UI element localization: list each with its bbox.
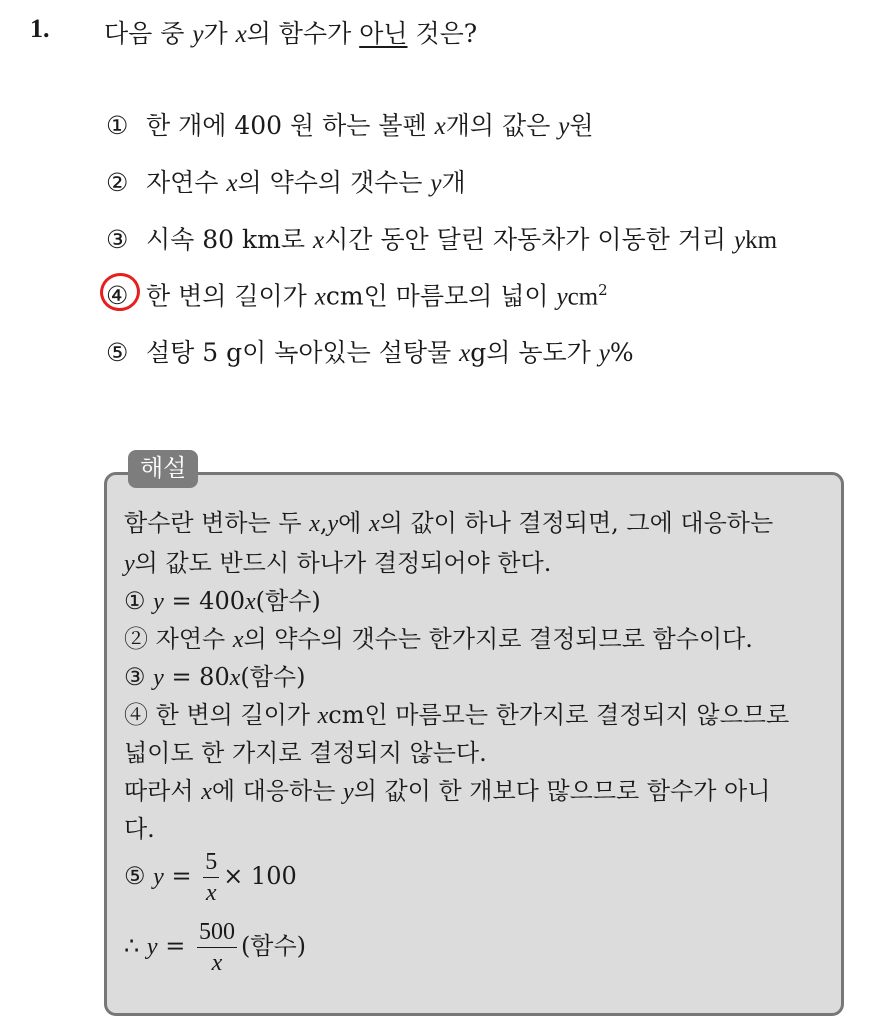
- choice-3[interactable]: [106, 227, 777, 253]
- choice-text: 개: [441, 168, 466, 197]
- variable-y: y: [192, 21, 204, 48]
- fraction: [197, 920, 237, 975]
- variable-x: x: [309, 511, 320, 537]
- choice-number: ⑤: [106, 338, 129, 367]
- choice-text: 한 개에 400 원 하는 볼펜: [146, 111, 435, 140]
- variable-y: y: [153, 864, 164, 890]
- question-text: [104, 14, 477, 50]
- choice-number: ①: [106, 111, 129, 140]
- text: × 100: [223, 862, 297, 890]
- explanation-line-5: [124, 665, 305, 690]
- variable-x: x: [317, 703, 329, 729]
- choice-number: ①: [124, 587, 146, 615]
- variable-y: y: [558, 113, 570, 140]
- text: cm인 마름모는 한가지로 결정되지 않으므로: [328, 701, 790, 729]
- text: 함수란 변하는 두: [124, 509, 310, 537]
- text: 의 값이 하나 결정되면, 그에 대응하는: [379, 509, 774, 537]
- variable-x: x: [229, 665, 241, 691]
- variable-y: y: [598, 340, 610, 367]
- explanation-line-8: [124, 779, 770, 804]
- text: = 80: [163, 663, 230, 691]
- text: =: [163, 862, 200, 890]
- choice-text: 시간 동안 달린 자동차가 이동한 거리: [324, 225, 735, 254]
- variable-x: x: [245, 589, 256, 615]
- question-text-part: 것은?: [407, 19, 478, 48]
- choice-text: 의 약수의 갯수는: [237, 168, 431, 197]
- variable-x: x: [312, 227, 325, 254]
- choice-number: ④: [124, 701, 148, 729]
- numerator: 500: [197, 920, 237, 948]
- choice-unit: cm: [567, 283, 599, 311]
- text: 자연수: [148, 625, 233, 653]
- choice-text: 한 변의 길이가: [146, 281, 315, 311]
- variable-x: x: [232, 627, 244, 653]
- variable-y: y: [124, 551, 135, 577]
- choice-unit: km: [745, 227, 778, 254]
- text: 에 대응하는: [211, 777, 344, 805]
- underlined-word: 아닌: [359, 19, 408, 48]
- text: 의 약수의 갯수는 한가지로 결정되므로 함수이다.: [243, 625, 753, 653]
- variable-y: y: [153, 665, 164, 691]
- choice-text: 설탕 5 g이 녹아있는 설탕물: [146, 338, 460, 367]
- choice-text: 시속 80 km로: [146, 225, 313, 254]
- variable-y: y: [734, 227, 746, 254]
- choice-5[interactable]: [106, 340, 634, 366]
- text: (함수): [255, 587, 321, 615]
- text: = 400: [163, 587, 245, 615]
- superscript: 2: [598, 281, 608, 299]
- explanation-line-3: [124, 589, 321, 614]
- choice-2[interactable]: [106, 170, 466, 196]
- explanation-line-9: [124, 817, 155, 841]
- choice-number: ②: [106, 168, 129, 197]
- variable-y: y: [556, 283, 568, 311]
- choice-number: ⑤: [124, 862, 146, 890]
- variable-y: y: [327, 511, 339, 537]
- variable-x: x: [314, 283, 326, 311]
- variable-x: x: [235, 21, 247, 48]
- explanation-line-1: [124, 511, 773, 536]
- variable-y: y: [153, 589, 164, 615]
- fraction: [203, 850, 219, 905]
- choice-text: 자연수: [146, 168, 227, 197]
- choice-number: ③: [106, 225, 129, 254]
- explanation-line-11: [124, 920, 306, 975]
- question-text-part: 의 함수가: [246, 19, 360, 48]
- text: =: [157, 932, 193, 960]
- denominator: x: [211, 950, 223, 976]
- variable-y: y: [343, 779, 354, 805]
- question-number: 1.: [30, 14, 50, 43]
- variable-x: x: [459, 340, 471, 367]
- explanation-line-7: [124, 741, 487, 765]
- choice-text: g의 농도가: [470, 338, 599, 367]
- variable-x: x: [434, 113, 446, 140]
- explanation-line-2: [124, 551, 551, 576]
- variable-y: y: [430, 170, 442, 197]
- text: 다.: [124, 815, 155, 843]
- question-text-part: 가: [203, 19, 236, 48]
- explanation-label: 해설: [128, 450, 198, 488]
- numerator: 5: [203, 850, 219, 878]
- denominator: x: [205, 880, 217, 906]
- variable-y: y: [146, 934, 158, 960]
- explanation-line-6: [124, 703, 789, 728]
- explanation-line-4: [124, 627, 753, 652]
- text: 의 값도 반드시 하나가 결정되어야 한다.: [134, 549, 552, 577]
- text: (함수): [240, 932, 307, 960]
- choice-number: ④: [106, 281, 129, 311]
- choice-text: cm인 마름모의 넓이: [325, 281, 557, 311]
- text: 한 변의 길이가: [148, 701, 318, 729]
- text: 넓이도 한 가지로 결정되지 않는다.: [124, 739, 487, 767]
- choice-4[interactable]: [106, 283, 608, 309]
- text: 의 값이 한 개보다 많으므로 함수가 아니: [353, 777, 771, 805]
- text: 따라서: [124, 777, 202, 805]
- choice-number: ②: [124, 625, 148, 653]
- question-text-part: 다음 중: [104, 19, 193, 48]
- choice-text: 원: [569, 111, 594, 140]
- text: ,: [319, 509, 328, 537]
- choice-1[interactable]: [106, 113, 593, 139]
- variable-x: x: [201, 779, 212, 805]
- choice-text: %: [609, 338, 634, 367]
- text: 에: [338, 509, 369, 537]
- variable-x: x: [226, 170, 238, 197]
- text: (함수): [240, 663, 306, 691]
- variable-x: x: [368, 511, 380, 537]
- therefore-symbol: ∴: [124, 932, 147, 960]
- choice-number: ③: [124, 663, 146, 691]
- choice-text: 개의 값은: [445, 111, 559, 140]
- explanation-line-10: [124, 850, 297, 905]
